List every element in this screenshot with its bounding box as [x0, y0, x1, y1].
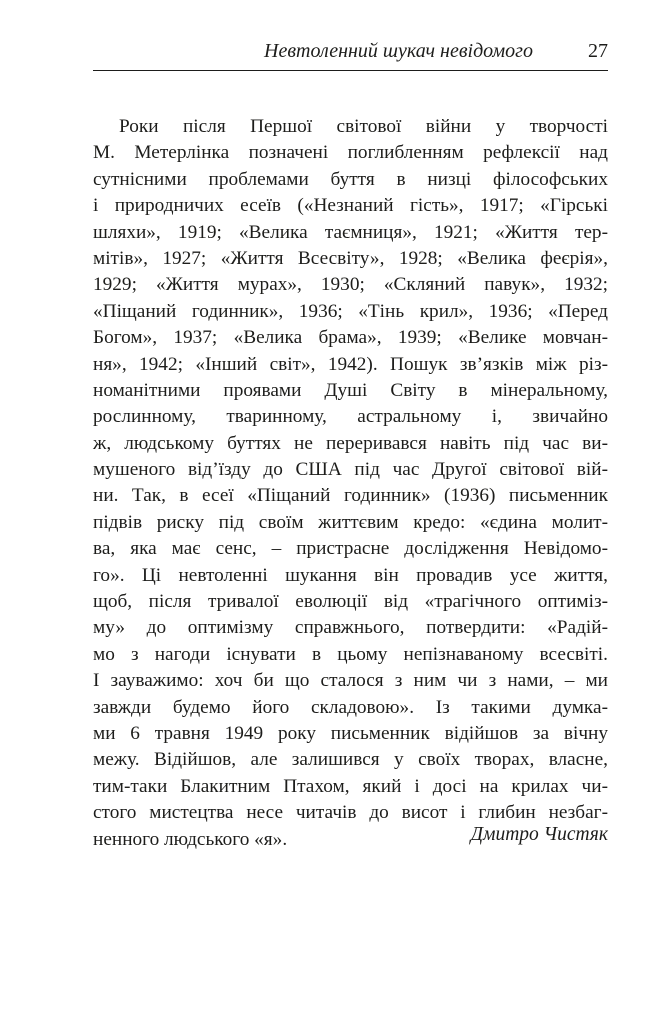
text-line: стого мистецтва несе читачів до висот і глибин незбаг-	[93, 802, 608, 824]
author-signature: Дмитро Чистяк	[470, 824, 608, 845]
text-line: межу. Відійшов, але залишився у своїх творах, власне,	[93, 749, 608, 771]
text-line: Роки після Першої світової війни у творчості	[119, 116, 608, 137]
body-text	[93, 114, 608, 853]
text-line: підвів риску під своїм життєвим кредо: «єдина молит-	[93, 511, 608, 533]
page-number: 27	[588, 40, 608, 62]
text-line: ж, людському буттях не переривався навіть під час ви-	[93, 432, 608, 454]
text-line: І зауважимо: хоч би що сталося з ним чи з нами, – ми	[93, 670, 608, 692]
text-line: «Піщаний годинник», 1936; «Тінь крил», 1936; «Перед	[93, 300, 608, 322]
text-line: ненного людського «я».	[93, 828, 288, 850]
text-line: мо з нагоди існувати в цьому непізнаваному всесвіті.	[93, 643, 608, 665]
text-line: завжди будемо його складовою». Із такими думка-	[93, 696, 608, 718]
text-line: шляхи», 1919; «Велика таємниця», 1921; «Життя тер-	[93, 221, 608, 243]
text-line: 1929; «Життя мурах», 1930; «Скляний павук», 1932;	[93, 274, 608, 296]
text-line: ни. Так, в есеї «Піщаний годинник» (1936) письменник	[93, 485, 608, 507]
text-line: тим-таки Блакитним Птахом, який і досі на крилах чи-	[93, 775, 608, 797]
text-line: рослинному, тваринному, астральному і, звичайно	[93, 406, 608, 428]
text-line: ня», 1942; «Інший світ», 1942). Пошук зв’язків між різ-	[93, 353, 608, 375]
text-line: мушеного від’їзду до США під час Другої світової вій-	[93, 459, 608, 481]
text-line: ми 6 травня 1949 року письменник відійшов за вічну	[93, 722, 608, 744]
text-line: сутнісними проблемами буття в низці філософських	[93, 168, 608, 190]
text-line: му» до оптимізму справжнього, потвердити: «Радій-	[93, 617, 608, 639]
text-line: мітів», 1927; «Життя Всесвіту», 1928; «Велика феєрія»,	[93, 247, 608, 269]
text-line: Богом», 1937; «Велика брама», 1939; «Велике мовчан-	[93, 327, 608, 349]
text-line: го». Ці невтоленні шукання він провадив усе життя,	[93, 564, 608, 586]
running-header	[93, 36, 608, 71]
text-line: М. Метерлінка позначені поглибленням рефлексії над	[93, 142, 608, 164]
text-line: щоб, після тривалої еволюції від «трагічного оптиміз-	[93, 591, 608, 613]
text-line: ва, яка має сенс, – пристрасне дослідження Невідомо-	[93, 538, 608, 560]
text-line: номанітними проявами Душі Світу в мінеральному,	[93, 379, 608, 401]
text-line: і природничих есеїв («Незнаний гість», 1917; «Гірські	[93, 195, 608, 217]
running-title: Невтоленний шукач невідомого	[264, 40, 533, 62]
